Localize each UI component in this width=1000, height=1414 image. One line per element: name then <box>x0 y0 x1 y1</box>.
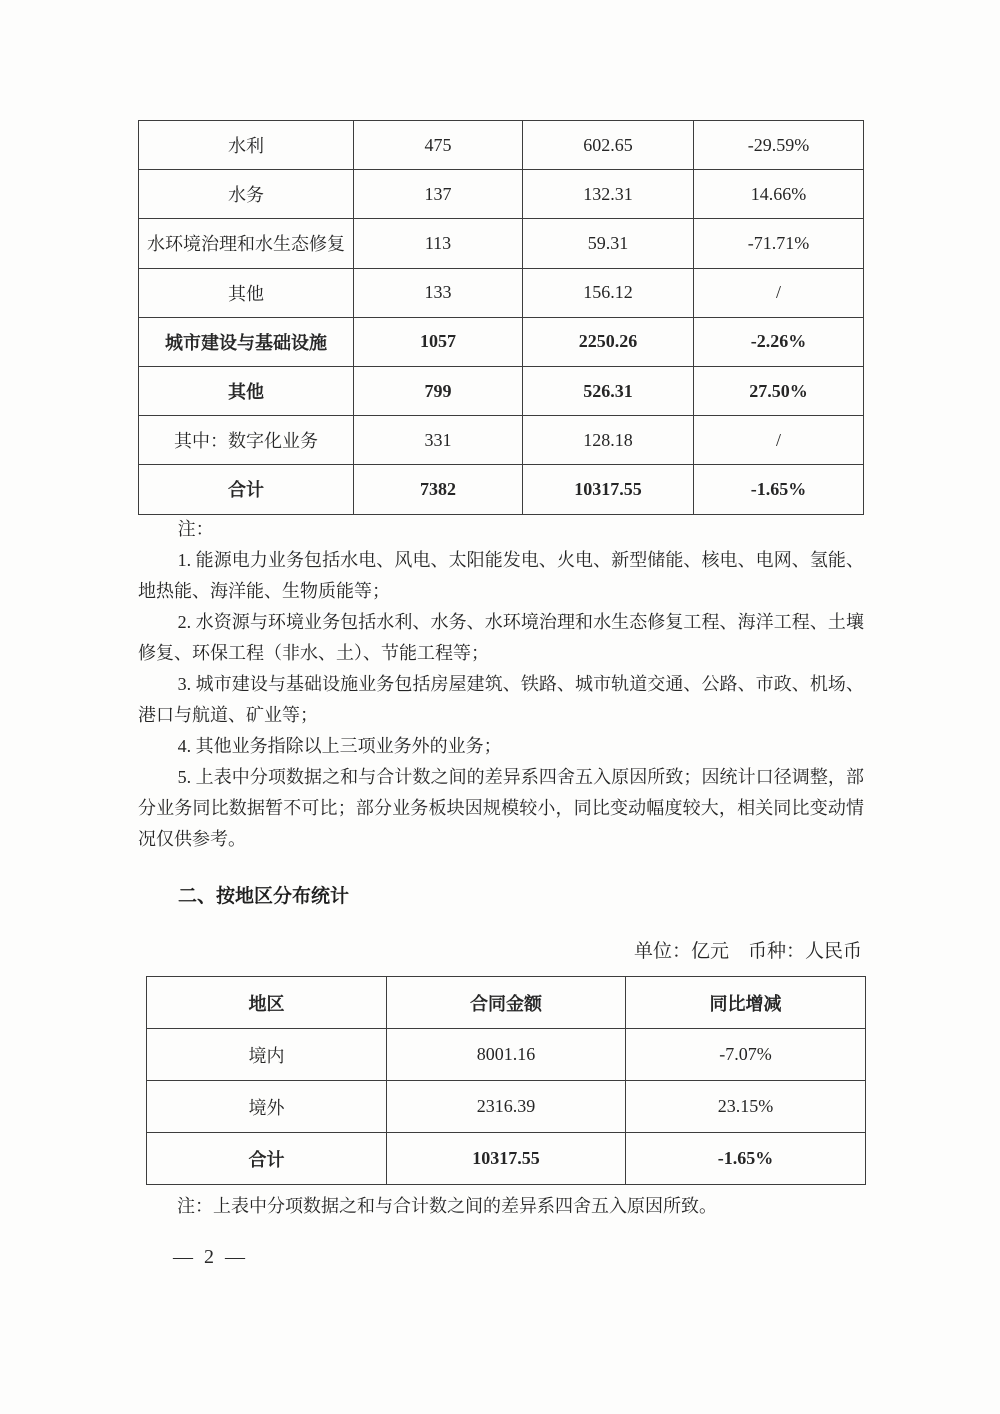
region-header-cell: 地区 <box>147 977 387 1029</box>
count-cell: 331 <box>354 416 523 465</box>
unit-currency-line: 单位：亿元 币种：人民币 <box>633 941 862 962</box>
business-breakdown-table <box>138 120 864 515</box>
count-cell: 133 <box>354 268 523 317</box>
amount-header-cell: 合同金额 <box>387 977 626 1029</box>
notes-section <box>138 514 864 855</box>
business-name-cell: 水环境治理和水生态修复 <box>139 219 354 268</box>
table-row-total <box>139 465 864 514</box>
count-cell: 1057 <box>354 317 523 366</box>
yoy-cell: / <box>694 416 864 465</box>
count-cell: 799 <box>354 366 523 415</box>
amount-cell: 132.31 <box>523 170 694 219</box>
table2-note: 注：上表中分项数据之和与合计数之间的差异系四舍五入原因所致。 <box>177 1196 717 1216</box>
yoy-cell: -1.65% <box>626 1133 866 1185</box>
yoy-cell: -29.59% <box>694 121 864 170</box>
yoy-cell: -2.26% <box>694 317 864 366</box>
table-row <box>139 170 864 219</box>
table-row <box>147 1029 866 1081</box>
business-name-cell: 其他 <box>139 366 354 415</box>
yoy-cell: 14.66% <box>694 170 864 219</box>
region-cell: 合计 <box>147 1133 387 1185</box>
amount-cell: 2316.39 <box>387 1081 626 1133</box>
table-row <box>139 219 864 268</box>
amount-cell: 8001.16 <box>387 1029 626 1081</box>
business-name-cell: 城市建设与基础设施 <box>139 317 354 366</box>
note-item: 3. 城市建设与基础设施业务包括房屋建筑、铁路、城市轨道交通、公路、市政、机场、港口与航道、矿业等； <box>138 674 864 725</box>
count-cell: 113 <box>354 219 523 268</box>
region-distribution-table <box>146 976 866 1185</box>
yoy-cell: -1.65% <box>694 465 864 514</box>
yoy-cell: -71.71% <box>694 219 864 268</box>
business-name-cell: 其他 <box>139 268 354 317</box>
notes-title: 注： <box>177 519 214 539</box>
table-row <box>139 366 864 415</box>
page-number: — 2 — <box>173 1246 248 1268</box>
yoy-cell: -7.07% <box>626 1029 866 1081</box>
yoy-cell: / <box>694 268 864 317</box>
business-name-cell: 水务 <box>139 170 354 219</box>
yoy-cell: 23.15% <box>626 1081 866 1133</box>
count-cell: 475 <box>354 121 523 170</box>
note-item: 5. 上表中分项数据之和与合计数之间的差异系四舍五入原因所致；因统计口径调整，部分业务同比数据暂不可比；部分业务板块因规模较小，同比变动幅度较大，相关同比变动情况仅供参考。 <box>138 767 864 849</box>
amount-cell: 156.12 <box>523 268 694 317</box>
table-row-total <box>147 1133 866 1185</box>
note-item: 4. 其他业务指除以上三项业务外的业务； <box>177 736 502 756</box>
count-cell: 7382 <box>354 465 523 514</box>
amount-cell: 128.18 <box>523 416 694 465</box>
table-row <box>139 121 864 170</box>
section-heading: 二、按地区分布统计 <box>178 886 350 907</box>
table-row <box>139 317 864 366</box>
amount-cell: 59.31 <box>523 219 694 268</box>
amount-cell: 10317.55 <box>523 465 694 514</box>
table-row <box>139 416 864 465</box>
business-name-cell: 水利 <box>139 121 354 170</box>
note-item: 2. 水资源与环境业务包括水利、水务、水环境治理和水生态修复工程、海洋工程、土壤修复、环保工程（非水、土）、节能工程等； <box>138 612 864 663</box>
note-item: 1. 能源电力业务包括水电、风电、太阳能发电、火电、新型储能、核电、电网、氢能、地热能、海洋能、生物质能等； <box>138 550 864 601</box>
yoy-header-cell: 同比增减 <box>626 977 866 1029</box>
table-row <box>139 268 864 317</box>
table-header-row <box>147 977 866 1029</box>
table-row <box>147 1081 866 1133</box>
count-cell: 137 <box>354 170 523 219</box>
amount-cell: 602.65 <box>523 121 694 170</box>
region-cell: 境内 <box>147 1029 387 1081</box>
amount-cell: 10317.55 <box>387 1133 626 1185</box>
business-name-cell: 其中：数字化业务 <box>139 416 354 465</box>
business-name-cell: 合计 <box>139 465 354 514</box>
region-cell: 境外 <box>147 1081 387 1133</box>
amount-cell: 2250.26 <box>523 317 694 366</box>
amount-cell: 526.31 <box>523 366 694 415</box>
yoy-cell: 27.50% <box>694 366 864 415</box>
